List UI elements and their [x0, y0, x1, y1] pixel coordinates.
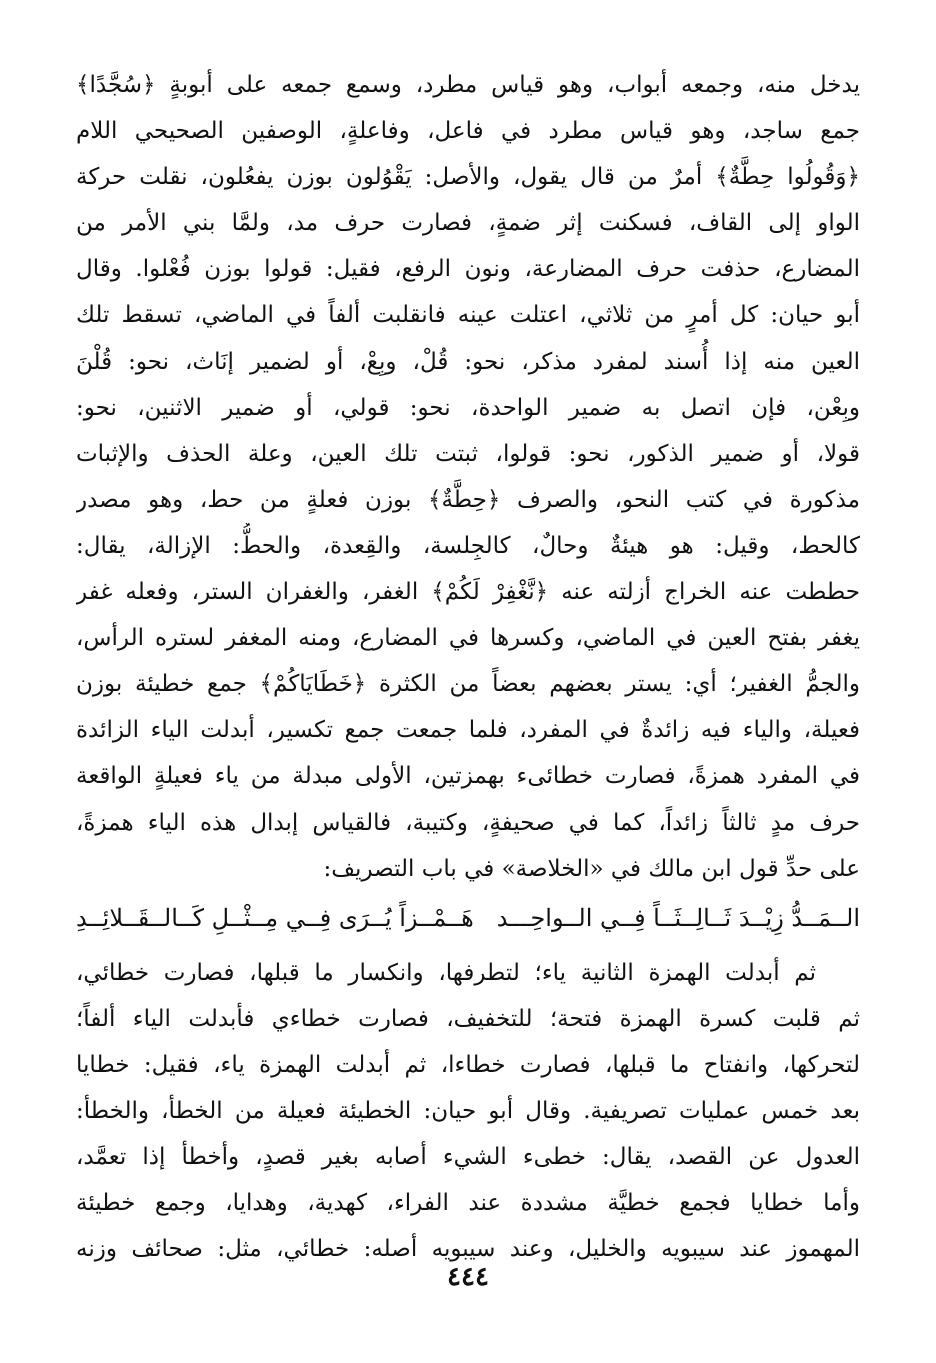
page-body [76, 62, 860, 1272]
text-line: وأما خطايا فجمع خطيَّة مشددة عند الفراء، كهدية، وهدايا، وجمع خطيئة [76, 1190, 860, 1217]
paragraph-1 [76, 62, 860, 892]
text-line: حططت عنه الخراج أزلته عنه ﴿نَّغْفِرْ لَكُمْ﴾ الغفر، والغفران الستر، وفعله غفر [76, 579, 860, 606]
text-line: ﴿وَقُولُوا حِطَّةٌ﴾ أمرٌ من قال يقول، والأصل: يَقْوُلون بوزن يفعُلون، نقلت حركة [76, 164, 860, 191]
text-line: الواو إلى القاف، فسكنت إثر ضمةٍ، فصارت حرف مد، ولمَّا بني الأمر من [76, 210, 860, 237]
text-line: لتحركها، وانفتاح ما قبلها، فصارت خطاءا، ثم أبدلت الهمزة ياء، فقيل: خطايا [76, 1051, 860, 1078]
text-line: كالحط، وقيل: هو هيئةٌ وحالٌ، كالجِلسة، والقِعدة، والحطُّ: الإزالة، يقال: [76, 532, 860, 559]
text-line: ثم قلبت كسرة الهمزة فتحة؛ للتخفيف، فصارت خطاءي فأبدلت الياء ألفاً؛ [76, 1005, 860, 1032]
page-number: ٤٤٤ [447, 1262, 489, 1292]
verse-second-hemistich: هَــمْــزاً يُــرَى فِــي مِــثْــلِ كَــالــقَــلائِــدِ [76, 903, 474, 932]
text-line: المضارع، حذفت حرف المضارعة، ونون الرفع، فقيل: قولوا بوزن فُعْلوا. وقال [76, 256, 860, 283]
paragraph-2 [76, 950, 860, 1273]
verse-first-hemistich: الــمَــدُّ زِيْــدَ ثَــالِــثَــاً فِــي الــواحِـــد [496, 903, 860, 932]
text-line: بعد خمس عمليات تصريفية. وقال أبو حيان: الخطيئة فعيلة من الخطأ، والخطأ: [76, 1097, 860, 1124]
text-line: حرف مدٍ ثالثاً زائداً، كما في صحيفةٍ، وكتيبة، فالقياس إبدال هذه الياء همزةً، [76, 809, 860, 836]
text-line: فعيلة، والياء فيه زائدةٌ في المفرد، فلما جمعت جمع تكسير، أبدلت الياء الزائدة [76, 717, 860, 744]
text-line: وبِعْن، فإن اتصل به ضمير الواحدة، نحو: قولي، أو ضمير الاثنين، نحو: [76, 394, 860, 421]
text-line: أبو حيان: كل أمرٍ من ثلاثي، اعتلت عينه فانقلبت ألفاً في الماضي، تسقط تلك [76, 302, 860, 329]
text-line: ثم أبدلت الهمزة الثانية ياء؛ لتطرفها، وانكسار ما قبلها، فصارت خطائي، [76, 959, 816, 986]
text-line: قولا، أو ضمير الذكور، نحو: قولوا، ثبتت تلك العين، وعلة الحذف والإثبات [76, 440, 860, 467]
text-line: على حدِّ قول ابن مالك في «الخلاصة» في باب التصريف: [323, 855, 860, 882]
text-line: العدول عن القصد، يقال: خطىء الشيء أصابه بغير قصدٍ، وأخطأ إذا تعمَّد، [76, 1144, 860, 1171]
poetry-verse [76, 892, 860, 944]
text-line: مذكورة في كتب النحو، والصرف ﴿حِطَّةٌ﴾ بوزن فعلةٍ من حط، وهو مصدر [76, 486, 860, 513]
text-line: يغفر بفتح العين في الماضي، وكسرها في المضارع، ومنه المغفر لستره الرأس، [76, 625, 860, 652]
text-line: في المفرد همزةً، فصارت خطائىء بهمزتين، الأولى مبدلة من ياء فعيلةٍ الواقعة [76, 763, 860, 790]
text-line: العين منه إذا أُسند لمفرد مذكر، نحو: قُلْ، وبِعْ، أو لضمير إنَاث، نحو: قُلْنَ [76, 348, 860, 375]
text-line: المهموز عند سيبويه والخليل، وعند سيبويه أصله: خطائي، مثل: صحائف وزنه [76, 1236, 860, 1263]
text-line: جمع ساجد، وهو قياس مطرد في فاعل، وفاعلةٍ، الوصفين الصحيحي اللام [76, 118, 860, 145]
text-line: والجمُّ الغفير؛ أي: يستر بعضهم بعضاً من الكثرة ﴿خَطَايَاكُمْ﴾ جمع خطيئة بوزن [76, 671, 860, 698]
text-line: يدخل منه، وجمعه أبواب، وهو قياس مطرد، وسمع جمعه على أبوبةٍ ﴿سُجَّدًا﴾ [76, 72, 860, 98]
